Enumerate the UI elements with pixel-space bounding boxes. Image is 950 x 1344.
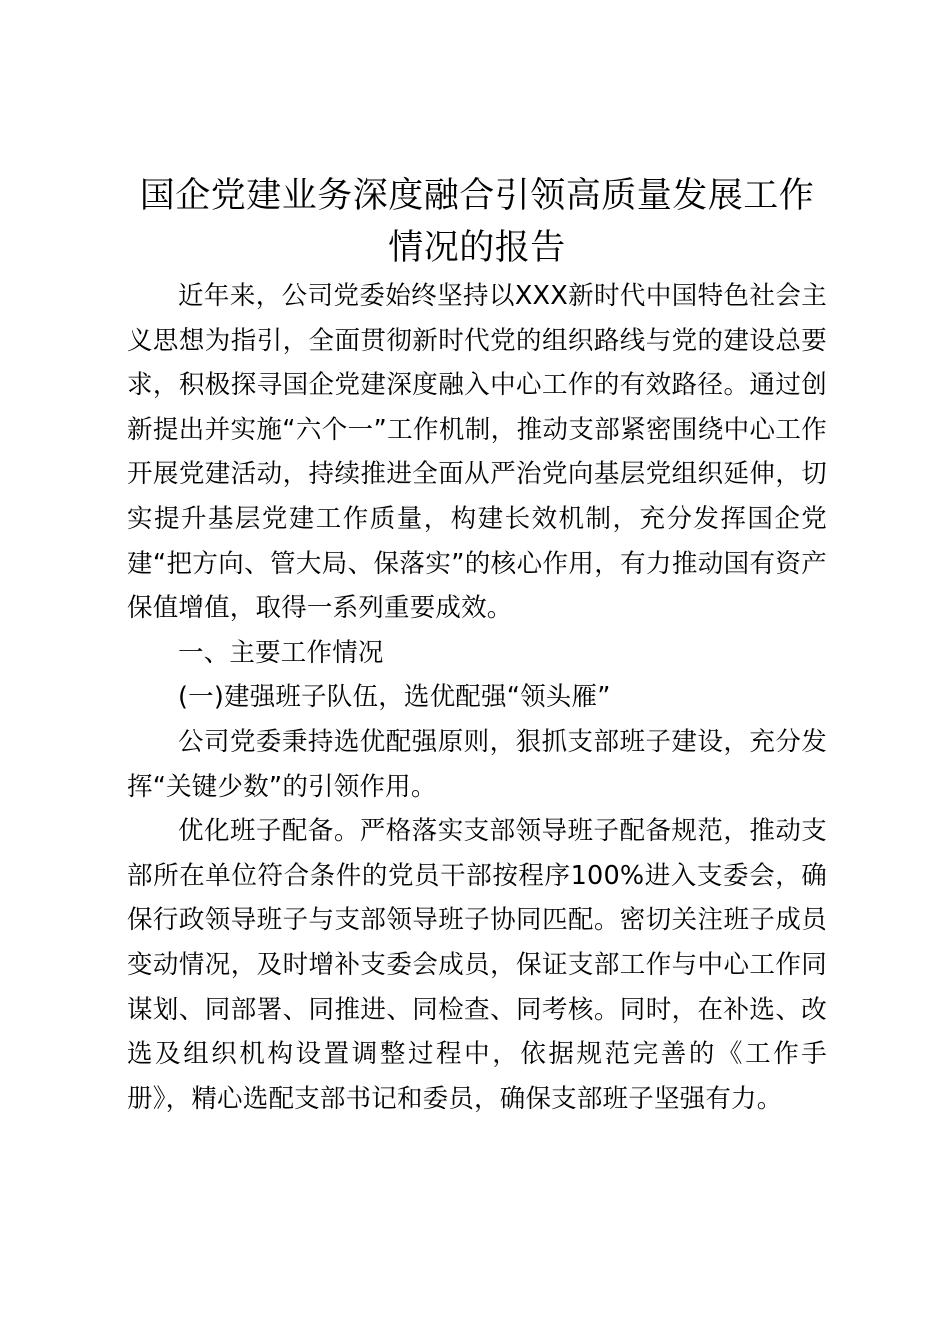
subsection-heading-team-building: (一)建强班子队伍，选优配强“领头雁”: [178, 682, 611, 713]
intro-paragraph: 近年来，公司党委始终坚持以XXX新时代中国特色社会主义思想为指引，全面贯彻新时代党的组织路线与党的建设总要求，积极探寻国企党建深度融入中心工作的有效路径。通过创新提出并实施“六个一”工作机制，推动支部紧密围绕中心工作开展党建活动，持续推进全面从严治党向基层党组织延伸，切实提升基层党建工作质量，构建长效机制，充分发挥国企党建“把方向、管大局、保落实”的核心作用，有力推动国有资产保值增值，取得一系列重要成效。: [127, 281, 827, 624]
subsection-paragraph-principle: 公司党委秉持选优配强原则，狠抓支部班子建设，充分发挥“关键少数”的引领作用。: [127, 726, 827, 802]
document-title: 国企党建业务深度融合引领高质量发展工作情况的报告: [139, 176, 815, 268]
subsection-paragraph-optimize-team: 优化班子配备。严格落实支部领导班子配备规范，推动支部所在单位符合条件的党员干部按程序100%进入支委会，确保行政领导班子与支部领导班子协同匹配。密切关注班子成员变动情况，及时增补支委会成员，保证支部工作与中心工作同谋划、同部署、同推进、同检查、同考核。同时，在补选、改选及组织机构设置调整过程中，依据规范完善的《工作手册》，精心选配支部书记和委员，确保支部班子坚强有力。: [127, 816, 827, 1114]
section-heading-main-work: 一、主要工作情况: [178, 637, 384, 668]
document-page: [127, 170, 827, 1121]
